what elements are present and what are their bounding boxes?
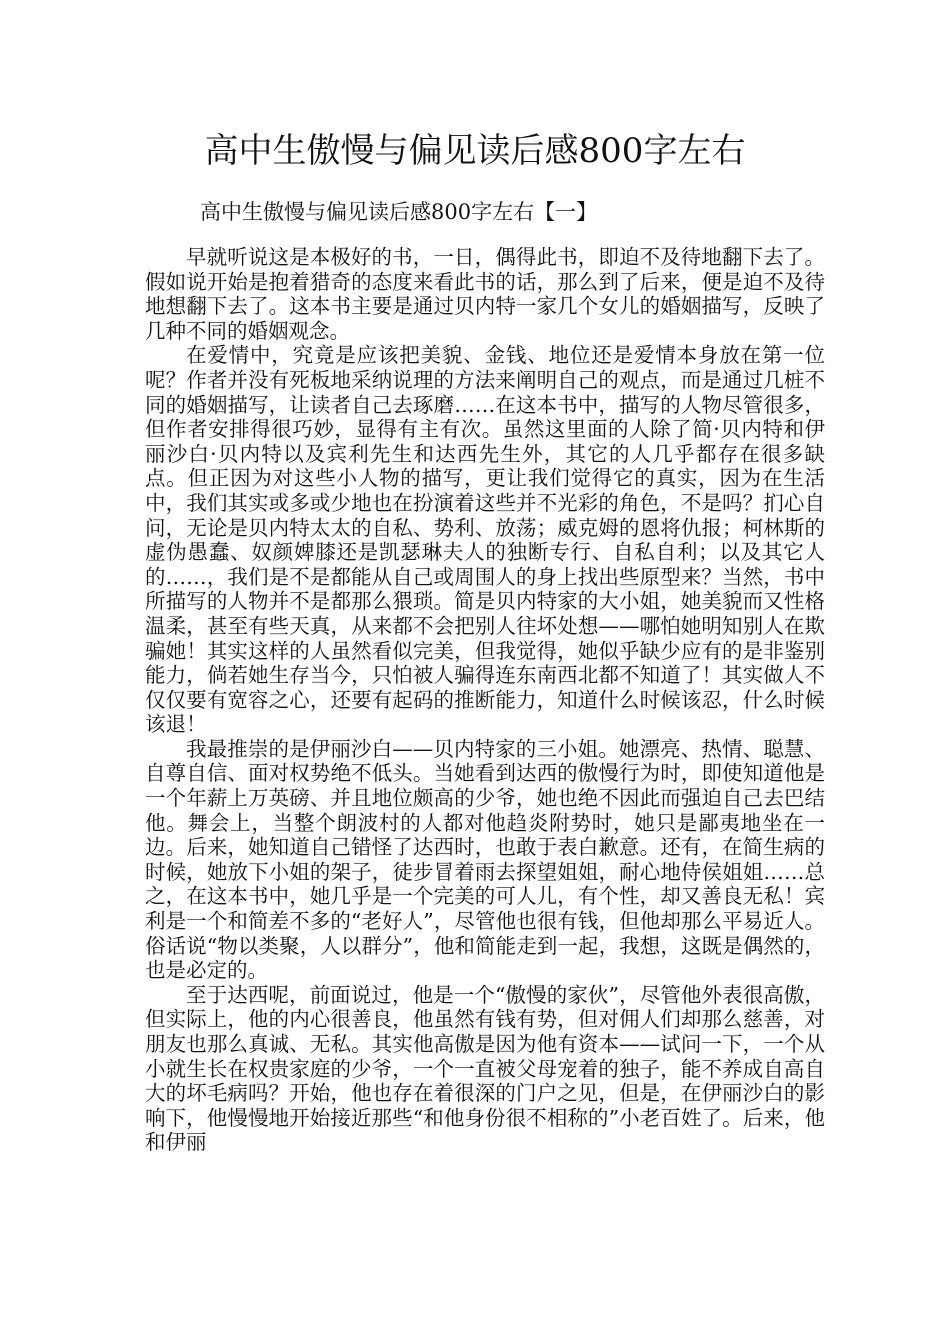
- paragraph: 早就听说这是本极好的书，一日，偶得此书，即迫不及待地翻下去了。假如说开始是抱着猎奇的态度来看此书的话，那么到了后来，便是迫不及待地想翻下去了。这本书主要是通过贝内特一家几个女儿的婚姻描写，反映了几种不同的婚姻观念。: [145, 245, 825, 343]
- paragraph: 至于达西呢，前面说过，他是一个“傲慢的家伙”，尽管他外表很高傲，但实际上，他的内心很善良，他虽然有钱有势，但对佣人们却那么慈善，对朋友也那么真诚、无私。其实他高傲是因为他有资本——试问一下，一个从小就生长在权贵家庭的少爷，一个一直被父母宠着的独子，能不养成自高自大的坏毛病吗？开始，他也存在着很深的门户之见，但是，在伊丽沙白的影响下，他慢慢地开始接近那些“和他身份很不相称的”小老百姓了。后来，他和伊丽: [145, 982, 825, 1155]
- paragraph: 在爱情中，究竟是应该把美貌、金钱、地位还是爱情本身放在第一位呢？作者并没有死板地采纳说理的方法来阐明自己的观点，而是通过几桩不同的婚姻描写，让读者自己去琢磨……在这本书中，描写的人物尽管很多，但作者安排得很巧妙，显得有主有次。虽然这里面的人除了简·贝内特和伊丽沙白·贝内特以及宾利先生和达西先生外，其它的人几乎都存在很多缺点。但正因为对这些小人物的描写，更让我们觉得它的真实，因为在生活中，我们其实或多或少地也在扮演着这些并不光彩的角色，不是吗？扪心自问，无论是贝内特太太的自私、势利、放荡；威克姆的恩将仇报；柯林斯的虚伪愚蠢、奴颜婢膝还是凯瑟琳夫人的独断专行、自私自利；以及其它人的……，我们是不是都能从自己或周围人的身上找出些原型来？当然，书中所描写的人物并不是都那么猥琐。简是贝内特家的大小姐，她美貌而又性格温柔，甚至有些天真，从来都不会把别人往坏处想——哪怕她明知别人在欺骗她！其实这样的人虽然看似完美，但我觉得，她似乎缺少应有的是非鉴别能力，倘若她生存当今，只怕被人骗得连东南西北都不知道了！其实做人不仅仅要有宽容之心，还要有起码的推断能力，知道什么时候该忍，什么时候该退！: [145, 343, 825, 737]
- paragraph: 我最推崇的是伊丽沙白——贝内特家的三小姐。她漂亮、热情、聪慧、自尊自信、面对权势绝不低头。当她看到达西的傲慢行为时，即使知道他是一个年薪上万英磅、并且地位颇高的少爷，她也绝不因此而强迫自己去巴结他。舞会上，当整个朗波村的人都对他趋炎附势时，她只是鄙夷地坐在一边。后来，她知道自己错怪了达西时，也敢于表白歉意。还有，在简生病的时候，她放下小姐的架子，徒步冒着雨去探望姐姐，耐心地侍侯姐姐……总之，在这本书中，她几乎是一个完美的可人儿，有个性，却又善良无私！宾利是一个和简差不多的“老好人”，尽管他也很有钱，但他却那么平易近人。俗话说“物以类聚，人以群分”，他和简能走到一起，我想，这既是偶然的，也是必定的。: [145, 736, 825, 983]
- document-title: 高中生傲慢与偏见读后感800字左右: [204, 131, 746, 171]
- section-heading: 高中生傲慢与偏见读后感800字左右【一】: [200, 200, 598, 224]
- document-body: [145, 245, 825, 1155]
